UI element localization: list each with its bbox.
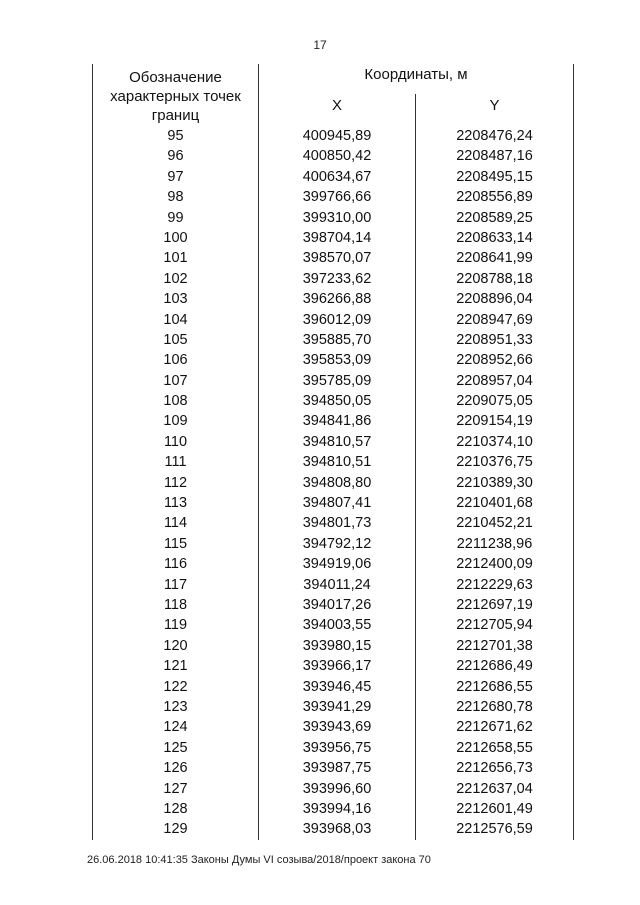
point-id-cell: 109 bbox=[93, 411, 259, 431]
point-id-cell: 96 bbox=[93, 146, 259, 166]
y-coordinate-cell: 2212705,94 bbox=[456, 617, 533, 634]
table-row bbox=[93, 391, 573, 411]
x-coordinate-cell: 393987,75 bbox=[259, 758, 416, 778]
x-coordinate-cell: 395785,09 bbox=[259, 371, 416, 391]
point-id-cell: 128 bbox=[93, 799, 259, 819]
y-coordinate-cell: 2212701,38 bbox=[456, 637, 533, 654]
x-coordinate-cell: 394810,51 bbox=[259, 452, 416, 472]
x-coordinate-cell: 398570,07 bbox=[259, 248, 416, 268]
table-row bbox=[93, 819, 573, 839]
x-coordinate-cell: 394808,80 bbox=[259, 473, 416, 493]
y-coordinate-cell: 2208952,66 bbox=[456, 352, 533, 369]
table-row bbox=[93, 330, 573, 350]
table-body bbox=[93, 126, 573, 840]
point-id-cell: 120 bbox=[93, 636, 259, 656]
point-id-cell: 97 bbox=[93, 167, 259, 187]
y-coordinate-cell: 2212400,09 bbox=[456, 556, 533, 573]
x-coordinate-cell: 400634,67 bbox=[259, 167, 416, 187]
point-id-cell: 114 bbox=[93, 513, 259, 533]
y-header: Y bbox=[489, 97, 500, 114]
x-coordinate-cell: 394841,86 bbox=[259, 411, 416, 431]
coordinates-header-group bbox=[259, 64, 573, 126]
x-coordinate-cell: 394792,12 bbox=[259, 534, 416, 554]
x-header: X bbox=[259, 94, 416, 126]
y-coordinate-cell: 2208495,15 bbox=[456, 168, 533, 185]
y-coordinate-cell: 2209154,19 bbox=[456, 413, 533, 430]
x-coordinate-cell: 394810,57 bbox=[259, 432, 416, 452]
table-header bbox=[93, 64, 573, 126]
table-row bbox=[93, 248, 573, 268]
point-id-cell: 124 bbox=[93, 717, 259, 737]
x-coordinate-cell: 394017,26 bbox=[259, 595, 416, 615]
table-row bbox=[93, 717, 573, 737]
x-coordinate-cell: 394807,41 bbox=[259, 493, 416, 513]
y-coordinate-cell: 2212637,04 bbox=[456, 780, 533, 797]
x-coordinate-cell: 395853,09 bbox=[259, 350, 416, 370]
y-coordinate-cell: 2208633,14 bbox=[456, 229, 533, 246]
y-coordinate-cell: 2210389,30 bbox=[456, 474, 533, 491]
coordinates-header: Координаты, м bbox=[364, 66, 468, 83]
point-id-cell: 95 bbox=[93, 126, 259, 146]
point-id-cell: 98 bbox=[93, 187, 259, 207]
y-coordinate-cell: 2208957,04 bbox=[456, 372, 533, 389]
header-line: Обозначение bbox=[129, 69, 222, 86]
point-id-cell: 111 bbox=[93, 452, 259, 472]
point-id-cell: 101 bbox=[93, 248, 259, 268]
table-row bbox=[93, 350, 573, 370]
x-coordinate-cell: 397233,62 bbox=[259, 269, 416, 289]
x-coordinate-cell: 393980,15 bbox=[259, 636, 416, 656]
point-id-cell: 115 bbox=[93, 534, 259, 554]
table-row bbox=[93, 146, 573, 166]
y-coordinate-cell: 2210374,10 bbox=[456, 433, 533, 450]
coordinates-table bbox=[92, 64, 574, 840]
y-coordinate-cell: 2212697,19 bbox=[456, 596, 533, 613]
point-id-cell: 104 bbox=[93, 310, 259, 330]
point-id-cell: 126 bbox=[93, 758, 259, 778]
table-row bbox=[93, 534, 573, 554]
point-id-cell: 122 bbox=[93, 677, 259, 697]
x-coordinate-cell: 394850,05 bbox=[259, 391, 416, 411]
y-coordinate-cell: 2212656,73 bbox=[456, 760, 533, 777]
point-id-cell: 105 bbox=[93, 330, 259, 350]
table-row bbox=[93, 187, 573, 207]
table-row bbox=[93, 779, 573, 799]
y-coordinate-cell: 2208788,18 bbox=[456, 270, 533, 287]
point-id-cell: 123 bbox=[93, 697, 259, 717]
table-row bbox=[93, 208, 573, 228]
x-coordinate-cell: 393946,45 bbox=[259, 677, 416, 697]
x-coordinate-cell: 393943,69 bbox=[259, 717, 416, 737]
table-row bbox=[93, 595, 573, 615]
y-coordinate-cell: 2208951,33 bbox=[456, 331, 533, 348]
table-row bbox=[93, 269, 573, 289]
page-number: 17 bbox=[313, 38, 327, 52]
header-line: характерных точек bbox=[110, 88, 241, 105]
point-id-cell: 102 bbox=[93, 269, 259, 289]
table-row bbox=[93, 738, 573, 758]
point-id-cell: 107 bbox=[93, 371, 259, 391]
y-coordinate-cell: 2208896,04 bbox=[456, 291, 533, 308]
table-row bbox=[93, 493, 573, 513]
x-coordinate-cell: 394919,06 bbox=[259, 554, 416, 574]
y-coordinate-cell: 2208589,25 bbox=[456, 209, 533, 226]
table-row bbox=[93, 554, 573, 574]
table-row bbox=[93, 411, 573, 431]
y-coordinate-cell: 2209075,05 bbox=[456, 393, 533, 410]
x-coordinate-cell: 393956,75 bbox=[259, 738, 416, 758]
y-coordinate-cell: 2208556,89 bbox=[456, 189, 533, 206]
y-coordinate-cell: 2212576,59 bbox=[456, 821, 533, 838]
point-id-cell: 108 bbox=[93, 391, 259, 411]
table-row bbox=[93, 575, 573, 595]
point-id-cell: 129 bbox=[93, 819, 259, 839]
x-coordinate-cell: 399766,66 bbox=[259, 187, 416, 207]
point-id-cell: 117 bbox=[93, 575, 259, 595]
header-line: границ bbox=[151, 107, 200, 124]
x-coordinate-cell: 395885,70 bbox=[259, 330, 416, 350]
table-row bbox=[93, 473, 573, 493]
y-coordinate-cell: 2212229,63 bbox=[456, 576, 533, 593]
table-row bbox=[93, 371, 573, 391]
table-row bbox=[93, 228, 573, 248]
table-row bbox=[93, 697, 573, 717]
table-row bbox=[93, 677, 573, 697]
x-coordinate-cell: 394003,55 bbox=[259, 615, 416, 635]
x-coordinate-cell: 400945,89 bbox=[259, 126, 416, 146]
point-id-cell: 110 bbox=[93, 432, 259, 452]
table-row bbox=[93, 167, 573, 187]
y-coordinate-cell: 2210452,21 bbox=[456, 515, 533, 532]
table-row bbox=[93, 513, 573, 533]
point-id-cell: 118 bbox=[93, 595, 259, 615]
table-row bbox=[93, 452, 573, 472]
x-coordinate-cell: 396012,09 bbox=[259, 310, 416, 330]
point-id-cell: 100 bbox=[93, 228, 259, 248]
point-id-cell: 112 bbox=[93, 473, 259, 493]
x-coordinate-cell: 394801,73 bbox=[259, 513, 416, 533]
point-id-cell: 106 bbox=[93, 350, 259, 370]
y-coordinate-cell: 2208487,16 bbox=[456, 148, 533, 165]
x-coordinate-cell: 398704,14 bbox=[259, 228, 416, 248]
y-coordinate-cell: 2208947,69 bbox=[456, 311, 533, 328]
point-id-cell: 127 bbox=[93, 779, 259, 799]
table-row bbox=[93, 432, 573, 452]
table-row bbox=[93, 615, 573, 635]
y-coordinate-cell: 2212671,62 bbox=[456, 719, 533, 736]
point-id-cell: 116 bbox=[93, 554, 259, 574]
y-coordinate-cell: 2211238,96 bbox=[456, 535, 533, 552]
y-coordinate-cell: 2212680,78 bbox=[456, 698, 533, 715]
table-row bbox=[93, 799, 573, 819]
table-row bbox=[93, 656, 573, 676]
x-coordinate-cell: 393996,60 bbox=[259, 779, 416, 799]
x-coordinate-cell: 400850,42 bbox=[259, 146, 416, 166]
x-coordinate-cell: 393966,17 bbox=[259, 656, 416, 676]
x-coordinate-cell: 394011,24 bbox=[259, 575, 416, 595]
footer-stamp: 26.06.2018 10:41:35 Законы Думы VI созыва/2018/проект закона 70 bbox=[87, 854, 431, 866]
point-id-cell: 121 bbox=[93, 656, 259, 676]
y-coordinate-cell: 2212658,55 bbox=[456, 739, 533, 756]
x-coordinate-cell: 399310,00 bbox=[259, 208, 416, 228]
y-coordinate-cell: 2212686,55 bbox=[456, 678, 533, 695]
table-row bbox=[93, 126, 573, 146]
table-row bbox=[93, 289, 573, 309]
point-id-cell: 99 bbox=[93, 208, 259, 228]
point-id-cell: 103 bbox=[93, 289, 259, 309]
table-row bbox=[93, 636, 573, 656]
y-coordinate-cell: 2212686,49 bbox=[456, 658, 533, 675]
x-coordinate-cell: 393994,16 bbox=[259, 799, 416, 819]
point-id-cell: 113 bbox=[93, 493, 259, 513]
point-designation-header bbox=[93, 64, 259, 126]
x-coordinate-cell: 396266,88 bbox=[259, 289, 416, 309]
y-coordinate-cell: 2208641,99 bbox=[456, 250, 533, 267]
y-coordinate-cell: 2208476,24 bbox=[456, 128, 533, 144]
point-id-cell: 119 bbox=[93, 615, 259, 635]
table-row bbox=[93, 758, 573, 778]
y-coordinate-cell: 2210376,75 bbox=[456, 454, 533, 471]
point-id-cell: 125 bbox=[93, 738, 259, 758]
y-coordinate-cell: 2210401,68 bbox=[456, 495, 533, 512]
x-coordinate-cell: 393968,03 bbox=[259, 819, 416, 839]
table-row bbox=[93, 310, 573, 330]
x-coordinate-cell: 393941,29 bbox=[259, 697, 416, 717]
y-coordinate-cell: 2212601,49 bbox=[456, 800, 533, 817]
